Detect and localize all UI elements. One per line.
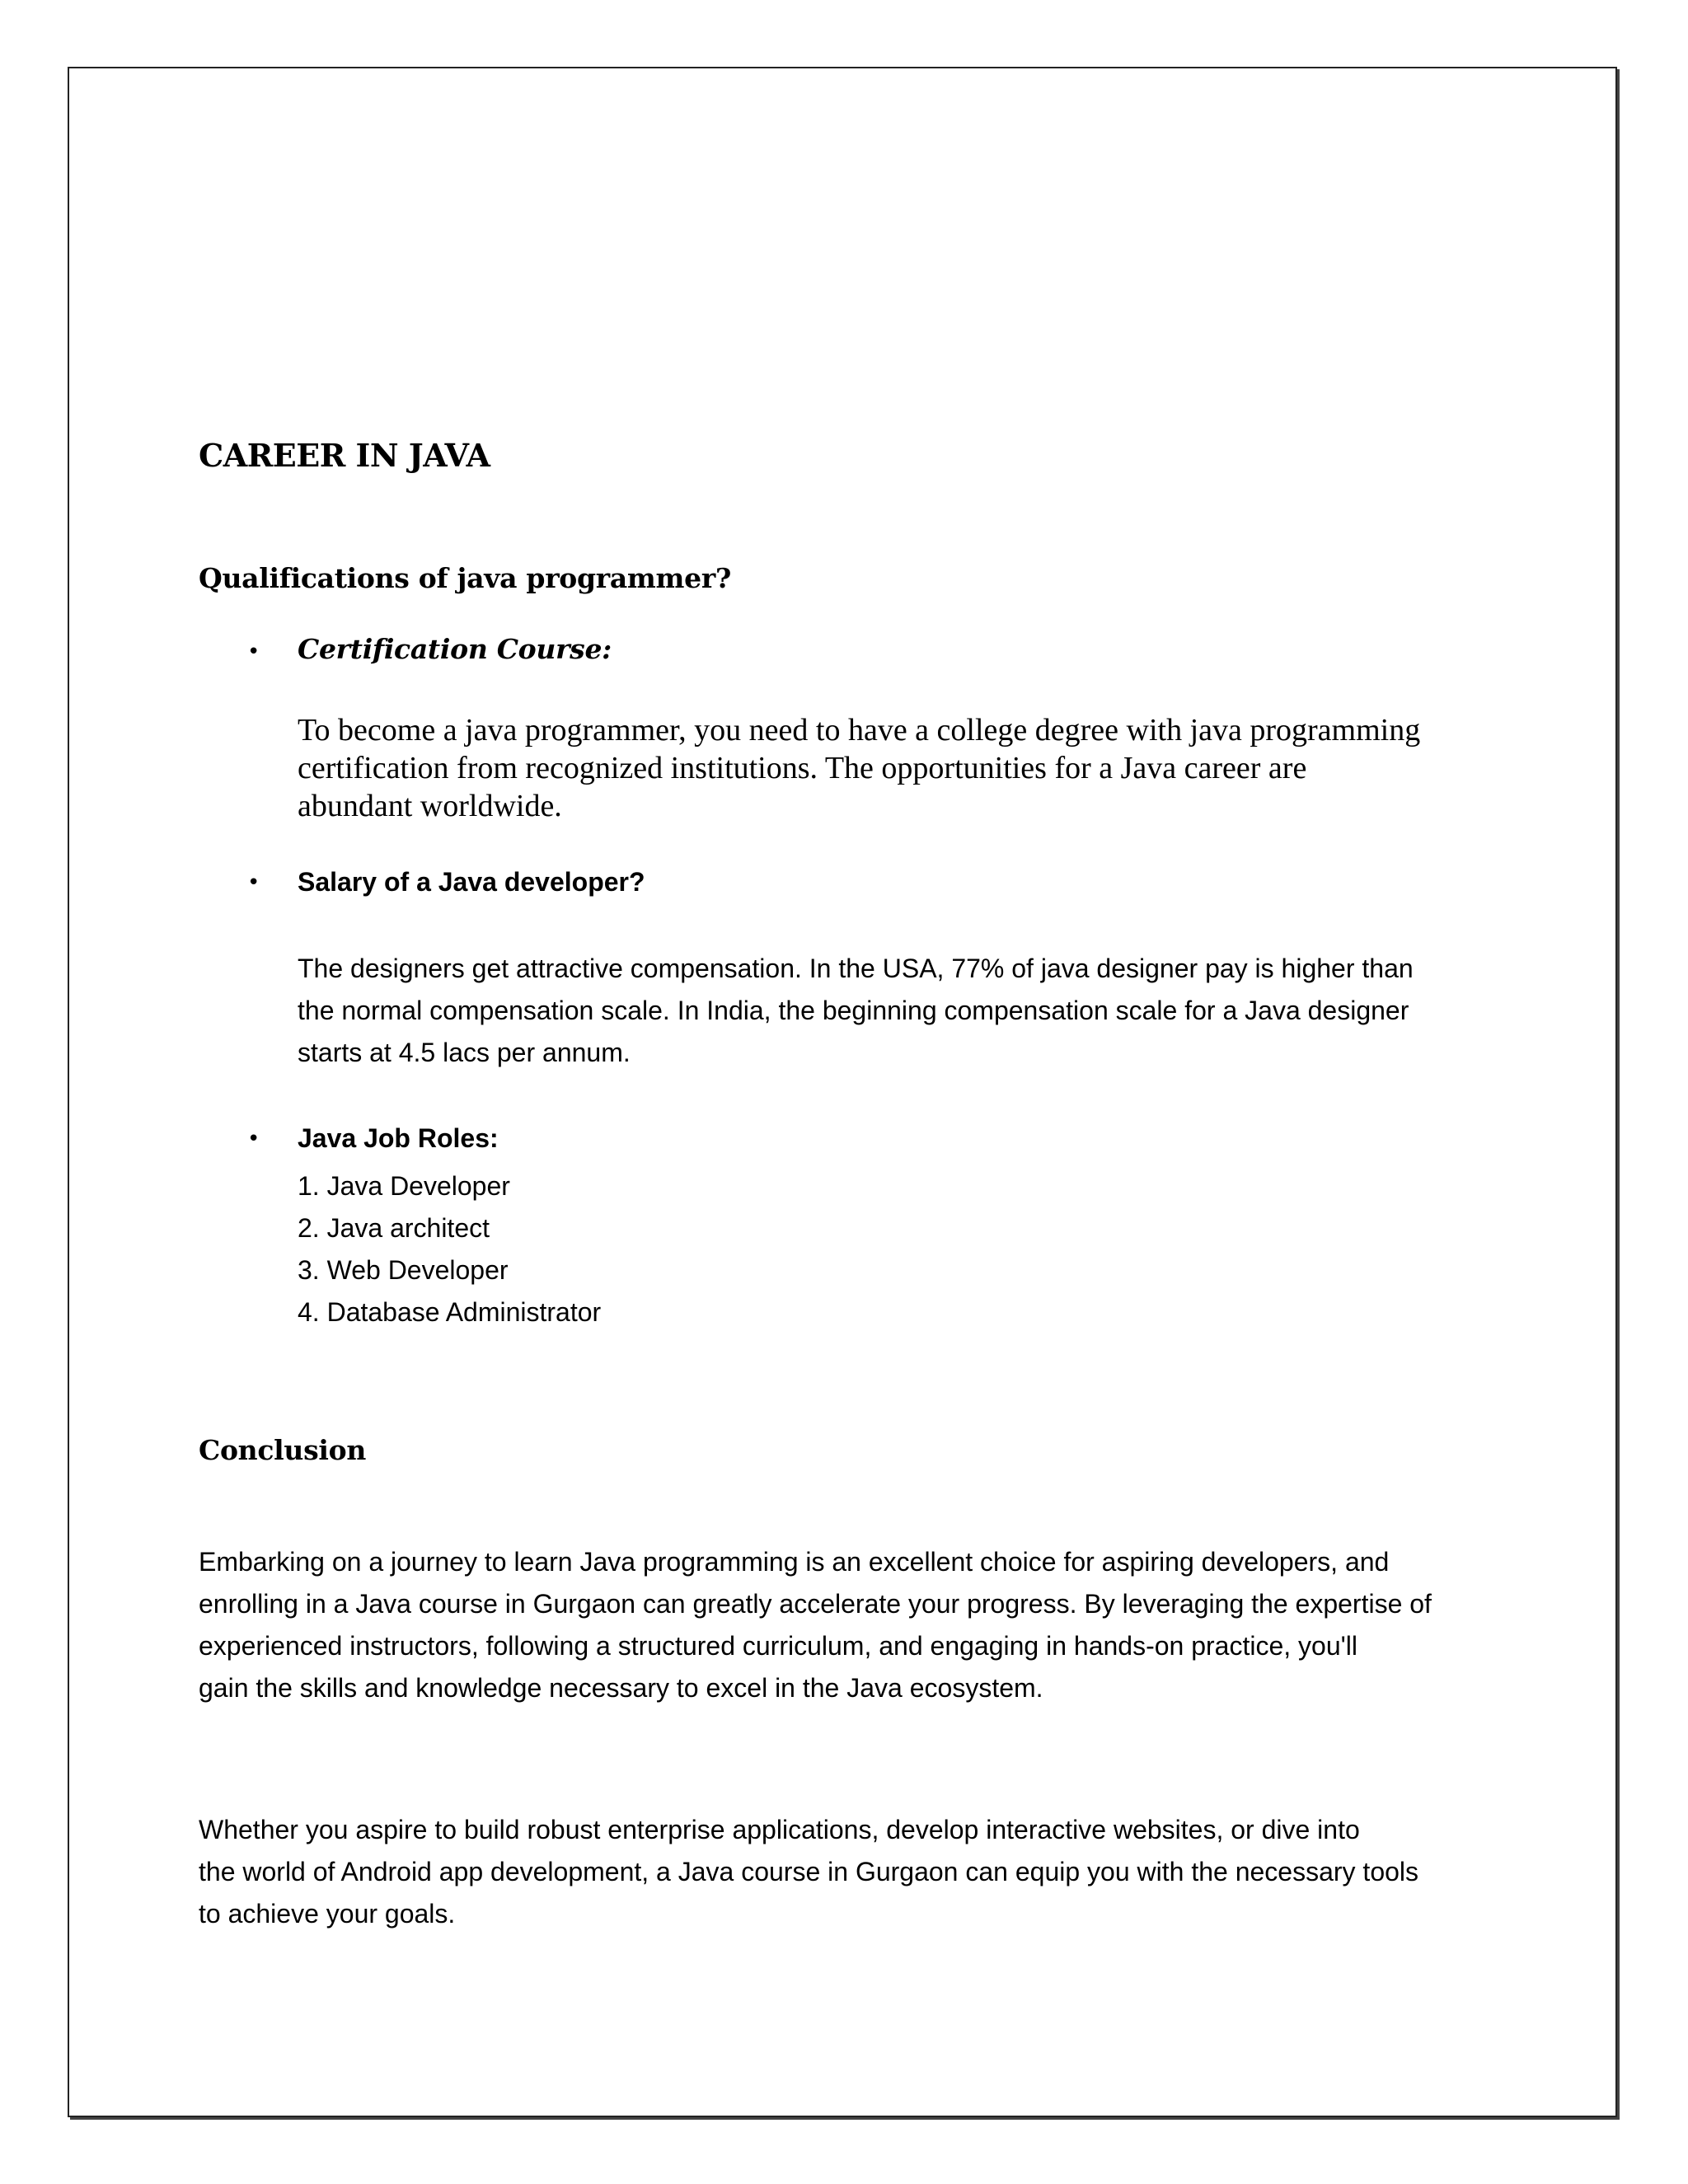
paragraph-line: Whether you aspire to build robust enterprise applications, develop interactive websites, or dive into [199,1815,1360,1844]
job-roles-heading: Java Job Roles: [298,1123,499,1153]
paragraph-line: certification from recognized institutions. The opportunities for a Java career are [298,751,1307,785]
list-item: 3. Web Developer [298,1255,509,1285]
certification-heading: Certification Course: [298,633,612,665]
conclusion-paragraph-2 [199,1809,1517,1935]
list-item: 1. Java Developer [298,1171,510,1201]
salary-heading: Salary of a Java developer? [298,867,645,897]
paragraph-line: enrolling in a Java course in Gurgaon can greatly accelerate your progress. By leveraging the expertise of [199,1589,1432,1619]
job-roles-list [298,1165,601,1333]
paragraph-line: the normal compensation scale. In India, the beginning compensation scale for a Java designer [298,996,1409,1025]
bullet-icon: • [247,870,260,895]
bullet-icon: • [247,640,260,664]
paragraph-line: The designers get attractive compensation. In the USA, 77% of java designer pay is higher than [298,954,1414,983]
salary-paragraph [298,948,1517,1074]
qualifications-heading: Qualifications of java programmer? [199,562,731,594]
paragraph-line: starts at 4.5 lacs per annum. [298,1038,631,1067]
paragraph-line: experienced instructors, following a structured curriculum, and engaging in hands-on practice, you'll [199,1631,1357,1661]
paragraph-line: Embarking on a journey to learn Java programming is an excellent choice for aspiring developers, and [199,1547,1390,1577]
page-title: CAREER IN JAVA [199,437,490,474]
bullet-icon: • [247,1127,260,1151]
paragraph-line: to achieve your goals. [199,1899,456,1929]
certification-paragraph [298,711,1509,825]
paragraph-line: abundant worldwide. [298,789,562,823]
conclusion-paragraph-1 [199,1541,1517,1709]
paragraph-line: the world of Android app development, a Java course in Gurgaon can equip you with the necessary tools [199,1857,1419,1886]
paragraph-line: To become a java programmer, you need to have a college degree with java programming [298,713,1421,748]
list-item: 4. Database Administrator [298,1297,602,1327]
paragraph-line: gain the skills and knowledge necessary to excel in the Java ecosystem. [199,1673,1043,1703]
list-item: 2. Java architect [298,1213,490,1243]
conclusion-heading: Conclusion [199,1434,367,1466]
